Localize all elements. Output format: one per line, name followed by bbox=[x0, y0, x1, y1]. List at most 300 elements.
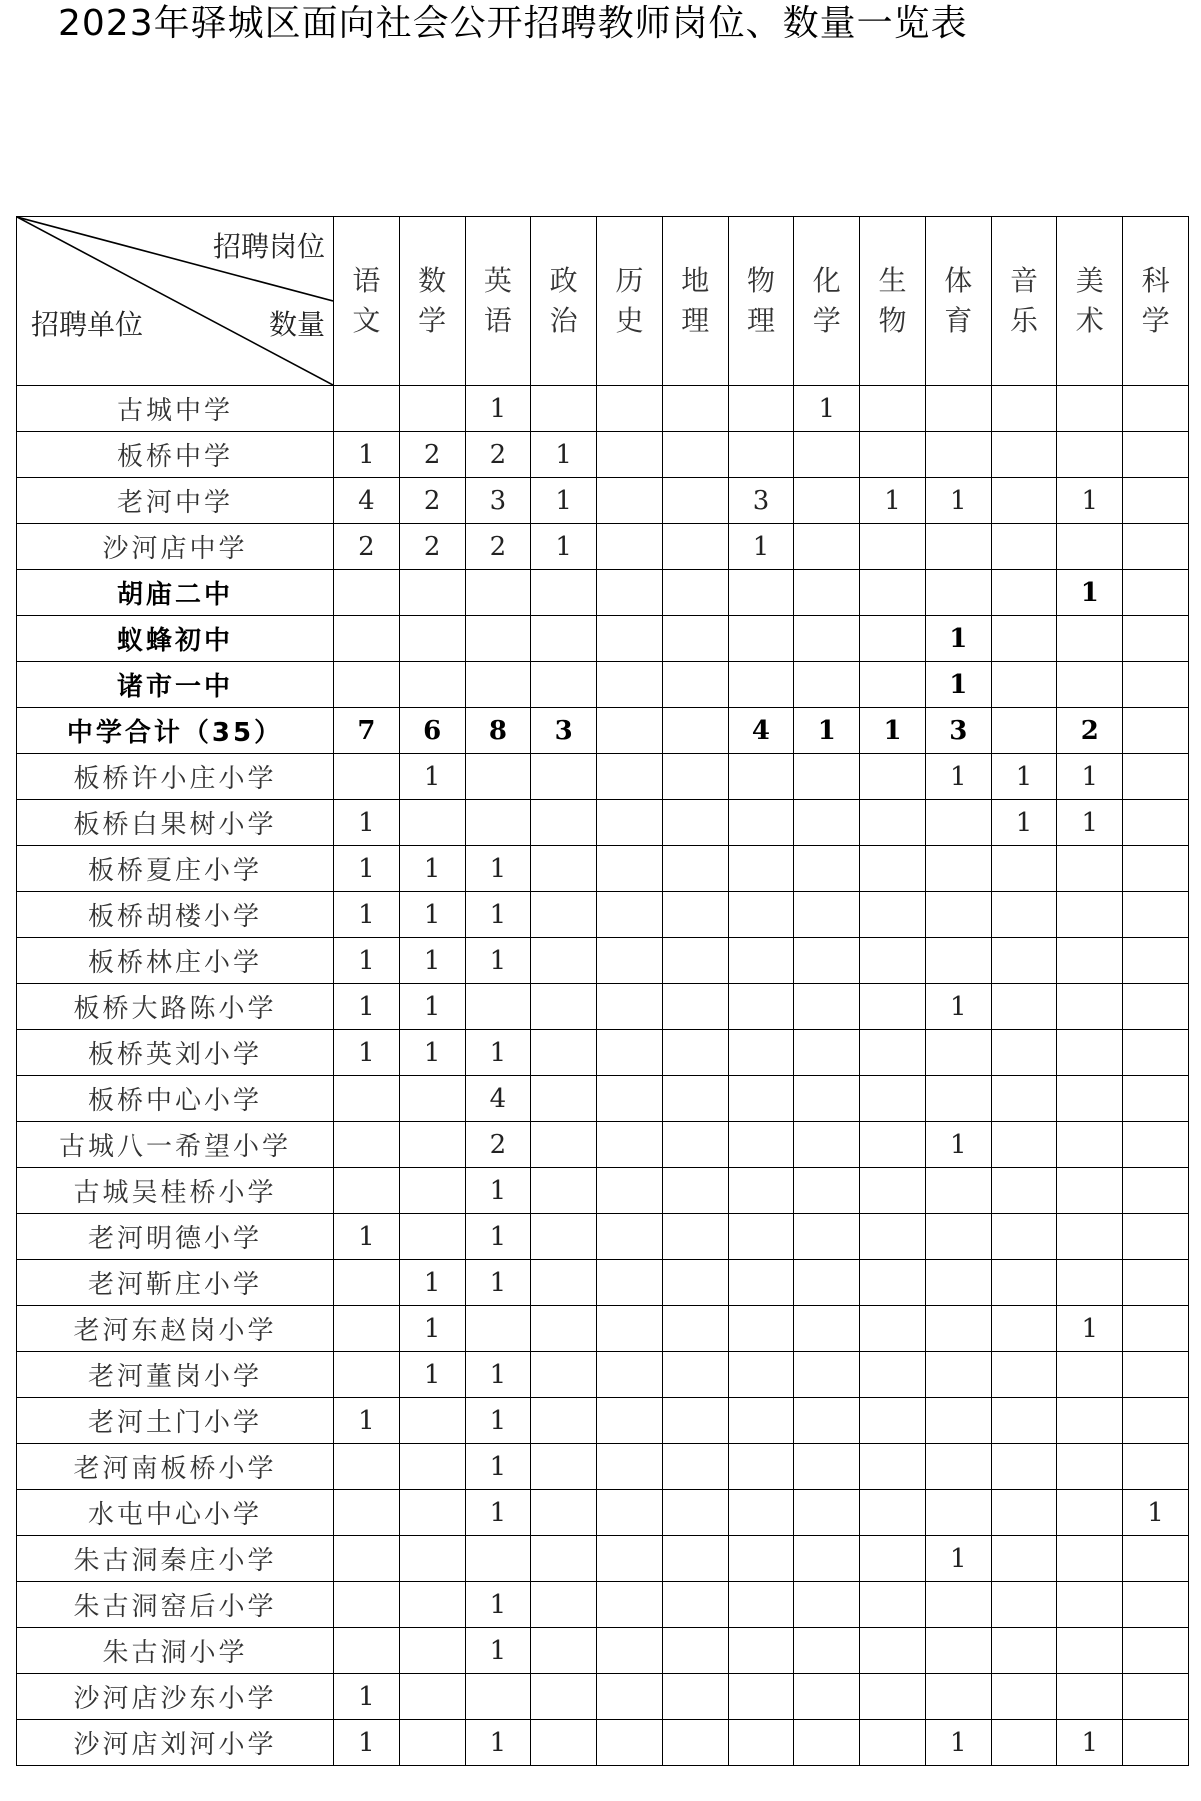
quantity-cell bbox=[860, 1444, 926, 1490]
quantity-cell bbox=[597, 892, 663, 938]
unit-name-cell: 板桥英刘小学 bbox=[17, 1030, 334, 1076]
quantity-cell bbox=[597, 1030, 663, 1076]
quantity-cell bbox=[1123, 1674, 1189, 1720]
quantity-cell bbox=[860, 1398, 926, 1444]
quantity-cell: 3 bbox=[465, 478, 531, 524]
quantity-cell bbox=[1123, 938, 1189, 984]
unit-name-cell: 朱古洞窑后小学 bbox=[17, 1582, 334, 1628]
quantity-cell bbox=[465, 1306, 531, 1352]
position-axis-label: 招聘岗位 bbox=[212, 230, 325, 263]
subject-header-char: 化 bbox=[812, 264, 841, 297]
quantity-cell bbox=[991, 1214, 1057, 1260]
table-row bbox=[17, 524, 1189, 570]
table-row bbox=[17, 478, 1189, 524]
subject-header-char: 语 bbox=[352, 264, 381, 297]
quantity-cell bbox=[1123, 616, 1189, 662]
quantity-cell bbox=[794, 892, 860, 938]
quantity-cell: 1 bbox=[465, 1168, 531, 1214]
quantity-cell bbox=[334, 1490, 400, 1536]
quantity-cell bbox=[794, 570, 860, 616]
quantity-cell bbox=[662, 432, 728, 478]
quantity-cell bbox=[925, 1306, 991, 1352]
quantity-cell bbox=[597, 1076, 663, 1122]
quantity-cell bbox=[1057, 1352, 1123, 1398]
quantity-cell bbox=[794, 1352, 860, 1398]
quantity-cell bbox=[597, 1444, 663, 1490]
quantity-cell bbox=[1123, 386, 1189, 432]
quantity-cell bbox=[1123, 1444, 1189, 1490]
quantity-cell: 1 bbox=[991, 754, 1057, 800]
quantity-cell bbox=[925, 846, 991, 892]
quantity-cell bbox=[465, 662, 531, 708]
unit-name-cell: 板桥许小庄小学 bbox=[17, 754, 334, 800]
subject-header-char: 语 bbox=[483, 304, 512, 337]
quantity-cell bbox=[399, 1720, 465, 1766]
quantity-cell bbox=[334, 1076, 400, 1122]
quantity-cell: 1 bbox=[465, 1444, 531, 1490]
quantity-cell bbox=[399, 800, 465, 846]
quantity-cell bbox=[860, 1490, 926, 1536]
unit-name-cell: 中学合计（35） bbox=[17, 708, 334, 754]
quantity-cell bbox=[662, 708, 728, 754]
quantity-cell: 6 bbox=[399, 708, 465, 754]
subject-header-char: 育 bbox=[944, 304, 973, 337]
quantity-cell bbox=[728, 846, 794, 892]
quantity-cell bbox=[1057, 1674, 1123, 1720]
quantity-cell bbox=[597, 386, 663, 432]
quantity-cell bbox=[860, 1076, 926, 1122]
quantity-cell bbox=[662, 754, 728, 800]
quantity-cell: 1 bbox=[1123, 1490, 1189, 1536]
quantity-cell bbox=[334, 386, 400, 432]
subject-header-char: 音 bbox=[1010, 264, 1039, 297]
quantity-cell bbox=[1057, 1490, 1123, 1536]
quantity-cell bbox=[794, 1628, 860, 1674]
unit-name-cell: 老河东赵岗小学 bbox=[17, 1306, 334, 1352]
quantity-cell bbox=[925, 1030, 991, 1076]
quantity-cell bbox=[1057, 1444, 1123, 1490]
quantity-cell bbox=[1123, 1628, 1189, 1674]
quantity-cell bbox=[334, 1306, 400, 1352]
quantity-cell bbox=[794, 1582, 860, 1628]
quantity-cell: 1 bbox=[991, 800, 1057, 846]
quantity-cell bbox=[1123, 1720, 1189, 1766]
quantity-cell: 1 bbox=[925, 616, 991, 662]
unit-name-cell: 板桥大路陈小学 bbox=[17, 984, 334, 1030]
quantity-cell bbox=[399, 1168, 465, 1214]
quantity-cell: 1 bbox=[399, 1030, 465, 1076]
quantity-cell bbox=[1123, 662, 1189, 708]
quantity-cell bbox=[991, 1582, 1057, 1628]
quantity-cell: 1 bbox=[860, 708, 926, 754]
quantity-cell bbox=[1057, 1260, 1123, 1306]
quantity-cell bbox=[399, 1444, 465, 1490]
quantity-cell bbox=[597, 1674, 663, 1720]
quantity-cell: 1 bbox=[1057, 1720, 1123, 1766]
quantity-cell bbox=[597, 1582, 663, 1628]
quantity-cell bbox=[1057, 1030, 1123, 1076]
table-row bbox=[17, 800, 1189, 846]
quantity-cell bbox=[597, 938, 663, 984]
quantity-cell: 2 bbox=[465, 1122, 531, 1168]
quantity-cell bbox=[860, 570, 926, 616]
quantity-cell bbox=[991, 1628, 1057, 1674]
quantity-cell bbox=[794, 1720, 860, 1766]
quantity-cell: 1 bbox=[465, 1398, 531, 1444]
quantity-cell bbox=[925, 1168, 991, 1214]
quantity-cell: 1 bbox=[465, 1030, 531, 1076]
unit-name-cell: 胡庙二中 bbox=[17, 570, 334, 616]
quantity-cell bbox=[925, 800, 991, 846]
quantity-cell: 1 bbox=[399, 754, 465, 800]
quantity-cell: 2 bbox=[1057, 708, 1123, 754]
quantity-cell bbox=[465, 754, 531, 800]
quantity-cell bbox=[662, 1306, 728, 1352]
quantity-cell: 1 bbox=[465, 1214, 531, 1260]
subject-header-cell bbox=[597, 217, 663, 386]
quantity-cell bbox=[1123, 1306, 1189, 1352]
quantity-cell bbox=[728, 1076, 794, 1122]
quantity-cell bbox=[662, 1490, 728, 1536]
quantity-cell: 1 bbox=[465, 1490, 531, 1536]
quantity-cell: 1 bbox=[334, 984, 400, 1030]
quantity-cell bbox=[728, 1444, 794, 1490]
quantity-cell: 2 bbox=[334, 524, 400, 570]
unit-name-cell: 古城吴桂桥小学 bbox=[17, 1168, 334, 1214]
quantity-cell bbox=[597, 754, 663, 800]
quantity-cell: 1 bbox=[860, 478, 926, 524]
quantity-cell bbox=[662, 616, 728, 662]
table-row bbox=[17, 1168, 1189, 1214]
quantity-cell bbox=[531, 754, 597, 800]
quantity-cell bbox=[925, 1582, 991, 1628]
quantity-cell bbox=[991, 846, 1057, 892]
quantity-cell: 1 bbox=[465, 1352, 531, 1398]
quantity-cell bbox=[662, 1122, 728, 1168]
table-row bbox=[17, 1214, 1189, 1260]
quantity-cell bbox=[399, 616, 465, 662]
quantity-cell bbox=[1123, 1582, 1189, 1628]
quantity-cell bbox=[1123, 1122, 1189, 1168]
quantity-cell: 1 bbox=[334, 892, 400, 938]
subject-header-char: 体 bbox=[944, 264, 973, 297]
table-row bbox=[17, 1398, 1189, 1444]
unit-name-cell: 板桥中学 bbox=[17, 432, 334, 478]
quantity-cell bbox=[860, 1306, 926, 1352]
quantity-cell bbox=[662, 1582, 728, 1628]
quantity-cell bbox=[794, 1490, 860, 1536]
quantity-cell bbox=[991, 524, 1057, 570]
quantity-cell: 1 bbox=[1057, 1306, 1123, 1352]
quantity-cell: 4 bbox=[334, 478, 400, 524]
quantity-cell bbox=[794, 1076, 860, 1122]
quantity-cell bbox=[991, 1674, 1057, 1720]
quantity-cell: 8 bbox=[465, 708, 531, 754]
quantity-cell bbox=[662, 1398, 728, 1444]
quantity-cell bbox=[860, 1030, 926, 1076]
subject-header-char: 学 bbox=[812, 304, 841, 337]
quantity-cell bbox=[794, 1214, 860, 1260]
quantity-cell: 2 bbox=[399, 432, 465, 478]
table-row bbox=[17, 938, 1189, 984]
quantity-cell: 1 bbox=[531, 432, 597, 478]
quantity-cell bbox=[597, 616, 663, 662]
quantity-cell bbox=[991, 386, 1057, 432]
quantity-cell bbox=[728, 800, 794, 846]
quantity-cell bbox=[728, 892, 794, 938]
unit-name-cell: 朱古洞小学 bbox=[17, 1628, 334, 1674]
quantity-cell: 4 bbox=[728, 708, 794, 754]
quantity-cell bbox=[1057, 1536, 1123, 1582]
subject-header-char: 地 bbox=[681, 264, 710, 297]
subject-header-char: 政 bbox=[549, 264, 578, 297]
quantity-cell: 1 bbox=[1057, 800, 1123, 846]
quantity-cell: 7 bbox=[334, 708, 400, 754]
subject-header-cell bbox=[531, 217, 597, 386]
table-row bbox=[17, 1720, 1189, 1766]
quantity-cell bbox=[597, 846, 663, 892]
quantity-cell bbox=[1123, 846, 1189, 892]
unit-name-cell: 板桥白果树小学 bbox=[17, 800, 334, 846]
header-corner-cell bbox=[17, 217, 334, 386]
quantity-cell bbox=[925, 1352, 991, 1398]
quantity-cell bbox=[597, 662, 663, 708]
quantity-cell bbox=[531, 892, 597, 938]
quantity-cell bbox=[728, 1536, 794, 1582]
quantity-cell bbox=[1057, 1076, 1123, 1122]
quantity-cell bbox=[860, 1582, 926, 1628]
quantity-cell bbox=[728, 570, 794, 616]
subject-header-char: 生 bbox=[878, 264, 907, 297]
quantity-cell bbox=[728, 1490, 794, 1536]
quantity-cell bbox=[662, 984, 728, 1030]
quantity-cell bbox=[597, 1168, 663, 1214]
quantity-cell: 1 bbox=[465, 938, 531, 984]
quantity-cell bbox=[794, 1398, 860, 1444]
quantity-cell bbox=[662, 1720, 728, 1766]
quantity-cell bbox=[334, 1352, 400, 1398]
quantity-cell bbox=[991, 1306, 1057, 1352]
quantity-cell bbox=[794, 1536, 860, 1582]
table-row bbox=[17, 432, 1189, 478]
quantity-cell bbox=[597, 1306, 663, 1352]
quantity-cell bbox=[728, 1352, 794, 1398]
quantity-cell: 1 bbox=[399, 892, 465, 938]
quantity-cell bbox=[662, 1628, 728, 1674]
quantity-cell bbox=[334, 1628, 400, 1674]
table-row bbox=[17, 1306, 1189, 1352]
quantity-cell bbox=[794, 984, 860, 1030]
quantity-cell bbox=[794, 800, 860, 846]
table-row bbox=[17, 1674, 1189, 1720]
quantity-cell bbox=[662, 1444, 728, 1490]
subject-header-char: 历 bbox=[615, 264, 644, 297]
quantity-cell bbox=[728, 1122, 794, 1168]
quantity-cell bbox=[597, 432, 663, 478]
quantity-cell bbox=[531, 1628, 597, 1674]
quantity-cell: 3 bbox=[728, 478, 794, 524]
quantity-cell bbox=[991, 984, 1057, 1030]
quantity-cell bbox=[728, 1214, 794, 1260]
quantity-cell bbox=[1057, 846, 1123, 892]
quantity-cell bbox=[597, 524, 663, 570]
quantity-cell bbox=[991, 1444, 1057, 1490]
quantity-cell bbox=[1123, 1168, 1189, 1214]
quantity-cell bbox=[860, 1674, 926, 1720]
quantity-cell bbox=[531, 1168, 597, 1214]
quantity-cell: 1 bbox=[465, 1582, 531, 1628]
quantity-cell bbox=[399, 1490, 465, 1536]
quantity-cell bbox=[794, 1306, 860, 1352]
quantity-cell bbox=[662, 524, 728, 570]
quantity-cell bbox=[531, 1444, 597, 1490]
quantity-cell bbox=[597, 984, 663, 1030]
quantity-cell bbox=[991, 616, 1057, 662]
quantity-axis-label: 数量 bbox=[268, 308, 325, 341]
quantity-cell bbox=[991, 1536, 1057, 1582]
subject-header-cell bbox=[860, 217, 926, 386]
unit-name-cell: 板桥夏庄小学 bbox=[17, 846, 334, 892]
quantity-cell bbox=[531, 1536, 597, 1582]
unit-name-cell: 老河中学 bbox=[17, 478, 334, 524]
quantity-cell bbox=[662, 800, 728, 846]
subject-header-char: 治 bbox=[549, 304, 578, 337]
quantity-cell bbox=[794, 478, 860, 524]
table-row bbox=[17, 616, 1189, 662]
quantity-cell bbox=[728, 1306, 794, 1352]
quantity-cell bbox=[1057, 386, 1123, 432]
subject-header-char: 数 bbox=[418, 264, 447, 297]
quantity-cell bbox=[991, 1260, 1057, 1306]
subject-header-char: 英 bbox=[483, 264, 512, 297]
quantity-cell bbox=[1123, 478, 1189, 524]
quantity-cell bbox=[860, 524, 926, 570]
quantity-cell bbox=[662, 386, 728, 432]
quantity-cell bbox=[399, 1122, 465, 1168]
quantity-cell bbox=[334, 1582, 400, 1628]
quantity-cell bbox=[1057, 432, 1123, 478]
quantity-cell bbox=[860, 892, 926, 938]
quantity-cell bbox=[1123, 524, 1189, 570]
subject-header-char: 理 bbox=[746, 304, 775, 337]
quantity-cell bbox=[1123, 1214, 1189, 1260]
quantity-cell bbox=[597, 1628, 663, 1674]
quantity-cell bbox=[728, 1720, 794, 1766]
quantity-cell bbox=[860, 846, 926, 892]
quantity-cell bbox=[794, 1260, 860, 1306]
quantity-cell bbox=[1057, 1398, 1123, 1444]
quantity-cell: 1 bbox=[399, 984, 465, 1030]
quantity-cell bbox=[531, 1306, 597, 1352]
quantity-cell bbox=[794, 432, 860, 478]
unit-name-cell: 沙河店沙东小学 bbox=[17, 1674, 334, 1720]
quantity-cell: 1 bbox=[794, 386, 860, 432]
quantity-cell: 1 bbox=[531, 478, 597, 524]
quantity-cell: 1 bbox=[334, 1720, 400, 1766]
subject-header-char: 史 bbox=[615, 304, 644, 337]
quantity-cell bbox=[662, 1168, 728, 1214]
quantity-cell bbox=[925, 1398, 991, 1444]
subject-header-cell bbox=[794, 217, 860, 386]
quantity-cell bbox=[399, 662, 465, 708]
quantity-cell bbox=[597, 1720, 663, 1766]
subject-header-char: 物 bbox=[746, 264, 775, 297]
subject-header-char: 学 bbox=[418, 304, 447, 337]
quantity-cell: 1 bbox=[334, 800, 400, 846]
quantity-cell bbox=[728, 1260, 794, 1306]
quantity-cell bbox=[794, 662, 860, 708]
quantity-cell bbox=[1057, 524, 1123, 570]
quantity-cell bbox=[860, 984, 926, 1030]
quantity-cell bbox=[728, 432, 794, 478]
quantity-cell bbox=[860, 1168, 926, 1214]
quantity-cell bbox=[860, 662, 926, 708]
quantity-cell bbox=[399, 570, 465, 616]
quantity-cell bbox=[334, 754, 400, 800]
quantity-cell bbox=[662, 846, 728, 892]
quantity-cell: 2 bbox=[465, 524, 531, 570]
quantity-cell bbox=[334, 1260, 400, 1306]
quantity-cell bbox=[662, 570, 728, 616]
subject-header-cell bbox=[991, 217, 1057, 386]
quantity-cell bbox=[925, 432, 991, 478]
quantity-cell bbox=[399, 1536, 465, 1582]
quantity-cell bbox=[465, 616, 531, 662]
quantity-cell: 1 bbox=[1057, 754, 1123, 800]
quantity-cell bbox=[925, 1628, 991, 1674]
quantity-cell bbox=[991, 432, 1057, 478]
quantity-cell bbox=[794, 1030, 860, 1076]
unit-name-cell: 诸市一中 bbox=[17, 662, 334, 708]
unit-name-cell: 老河土门小学 bbox=[17, 1398, 334, 1444]
subject-header-char: 学 bbox=[1141, 304, 1170, 337]
subject-header-cell bbox=[728, 217, 794, 386]
subject-header-char: 物 bbox=[878, 304, 907, 337]
quantity-cell bbox=[465, 570, 531, 616]
quantity-cell: 1 bbox=[925, 1720, 991, 1766]
quantity-cell bbox=[991, 1398, 1057, 1444]
quantity-cell: 1 bbox=[728, 524, 794, 570]
subject-header-cell bbox=[465, 217, 531, 386]
table-row bbox=[17, 1260, 1189, 1306]
quantity-cell bbox=[991, 1490, 1057, 1536]
quantity-cell bbox=[728, 386, 794, 432]
quantity-cell bbox=[991, 478, 1057, 524]
quantity-cell bbox=[1123, 1076, 1189, 1122]
table-row bbox=[17, 1444, 1189, 1490]
quantity-cell: 1 bbox=[925, 984, 991, 1030]
table-row bbox=[17, 892, 1189, 938]
quantity-cell bbox=[1123, 800, 1189, 846]
quantity-cell bbox=[531, 662, 597, 708]
table-row bbox=[17, 984, 1189, 1030]
quantity-cell bbox=[597, 1214, 663, 1260]
subject-header-cell bbox=[399, 217, 465, 386]
quantity-cell bbox=[531, 938, 597, 984]
quantity-cell bbox=[1057, 616, 1123, 662]
quantity-cell bbox=[991, 1352, 1057, 1398]
quantity-cell bbox=[860, 1214, 926, 1260]
quantity-cell bbox=[991, 570, 1057, 616]
unit-name-cell: 老河靳庄小学 bbox=[17, 1260, 334, 1306]
quantity-cell: 1 bbox=[334, 1030, 400, 1076]
quantity-cell bbox=[1057, 1122, 1123, 1168]
quantity-cell bbox=[860, 1352, 926, 1398]
page-title: 2023年驿城区面向社会公开招聘教师岗位、数量一览表 bbox=[58, 3, 968, 44]
quantity-cell bbox=[925, 1444, 991, 1490]
quantity-cell bbox=[991, 1122, 1057, 1168]
quantity-cell bbox=[531, 1582, 597, 1628]
